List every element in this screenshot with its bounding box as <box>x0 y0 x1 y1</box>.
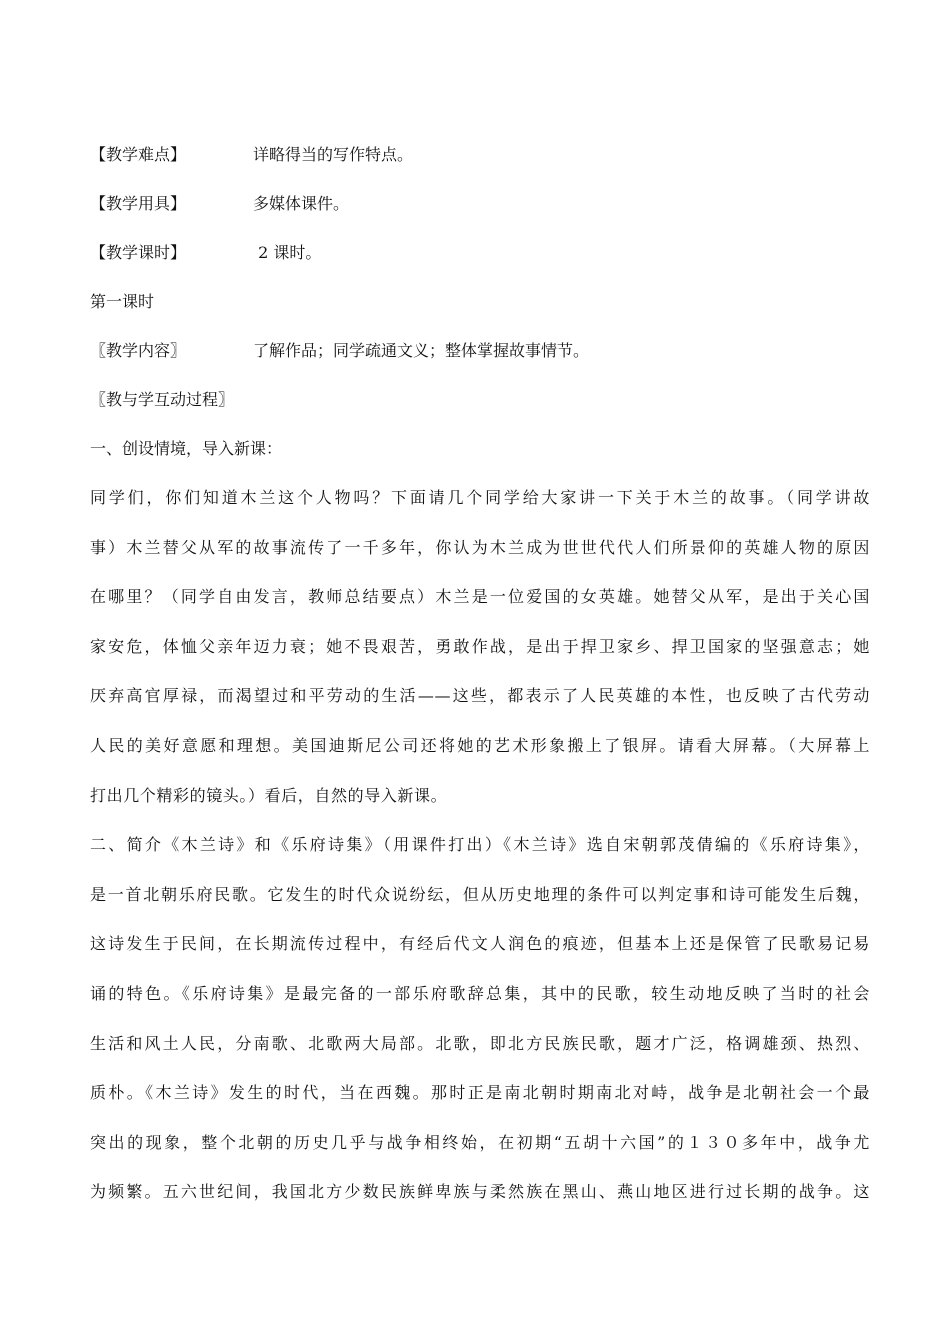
meta-row-difficulty <box>90 130 870 179</box>
meta-label: 【教学用具】 <box>90 194 187 213</box>
paragraph-line: 二、简介《木兰诗》和《乐府诗集》（用课件打出）《木兰诗》选自宋朝郭茂倩编的《乐府诗集》， <box>90 835 870 855</box>
meta-value: 2 课时。 <box>253 243 322 262</box>
meta-value: 详略得当的写作特点。 <box>253 145 414 164</box>
paragraph-line: 突出的现象，整个北朝的历史几乎与战争相终始，在初期“五胡十六国”的１３０多年中，战争尤 <box>90 1132 870 1152</box>
paragraph-line: 事）木兰替父从军的故事流传了一千多年，你认为木兰成为世世代代人们所景仰的英雄人物的原因 <box>90 537 870 557</box>
paragraph-line: 家安危，体恤父亲年迈力衰；她不畏艰苦，勇敢作战，是出于捍卫家乡、捍卫国家的坚强意志；她 <box>90 636 870 656</box>
paragraph-line: 生活和风土人民，分南歌、北歌两大局部。北歌，即北方民族民歌，题才广泛，格调雄颈、热烈、 <box>90 1033 870 1053</box>
section1-title: 一、创设情境，导入新课： <box>90 439 283 458</box>
meta-label: 【教学课时】 <box>90 243 187 262</box>
document-page <box>90 130 870 1217</box>
content-label: 〖教学内容〗 <box>90 341 187 360</box>
paragraph-line: 人民的美好意愿和理想。美国迪斯尼公司还将她的艺术形象搬上了银屏。请看大屏幕。（大屏幕上 <box>90 735 870 755</box>
paragraph-line: 质朴。《木兰诗》发生的时代，当在西魏。那时正是南北朝时期南北对峙，战争是北朝社会一个最 <box>90 1083 870 1103</box>
paragraph-line: 同学们，你们知道木兰这个人物吗？下面请几个同学给大家讲一下关于木兰的故事。（同学讲故 <box>90 488 870 507</box>
paragraph-line: 为频繁。五六世纪间，我国北方少数民族鲜卑族与柔然族在黑山、燕山地区进行过长期的战争。这 <box>90 1182 870 1202</box>
paragraph-line: 厌弃高官厚禄，而渴望过和平劳动的生活——这些，都表示了人民英雄的本性，也反映了古代劳动 <box>90 686 870 706</box>
lesson-title: 第一课时 <box>90 292 155 311</box>
paragraph-line: 是一首北朝乐府民歌。它发生的时代众说纷纭，但从历史地理的条件可以判定事和诗可能发生后魏， <box>90 884 870 904</box>
process-title: 〖教与学互动过程〗 <box>90 390 235 409</box>
paragraph-intro <box>90 473 870 820</box>
content-row <box>90 326 870 375</box>
meta-value: 多媒体课件。 <box>253 194 350 213</box>
meta-row-tools <box>90 179 870 228</box>
paragraph-line: 这诗发生于民间，在长期流传过程中，有经后代文人润色的痕迹，但基本上还是保管了民歌易记易 <box>90 934 870 954</box>
meta-row-hours <box>90 228 870 277</box>
meta-label: 【教学难点】 <box>90 145 187 164</box>
paragraph-background <box>90 820 870 1217</box>
paragraph-line: 在哪里？（同学自由发言，教师总结要点）木兰是一位爱国的女英雄。她替父从军，是出于关心国 <box>90 587 870 607</box>
paragraph-line: 打出几个精彩的镜头。）看后，自然的导入新课。 <box>90 785 448 805</box>
paragraph-line: 诵的特色。《乐府诗集》是最完备的一部乐府歌辞总集，其中的民歌，较生动地反映了当时的社会 <box>90 983 870 1003</box>
content-value: 了解作品；同学疏通文义；整体掌握故事情节。 <box>253 341 590 360</box>
